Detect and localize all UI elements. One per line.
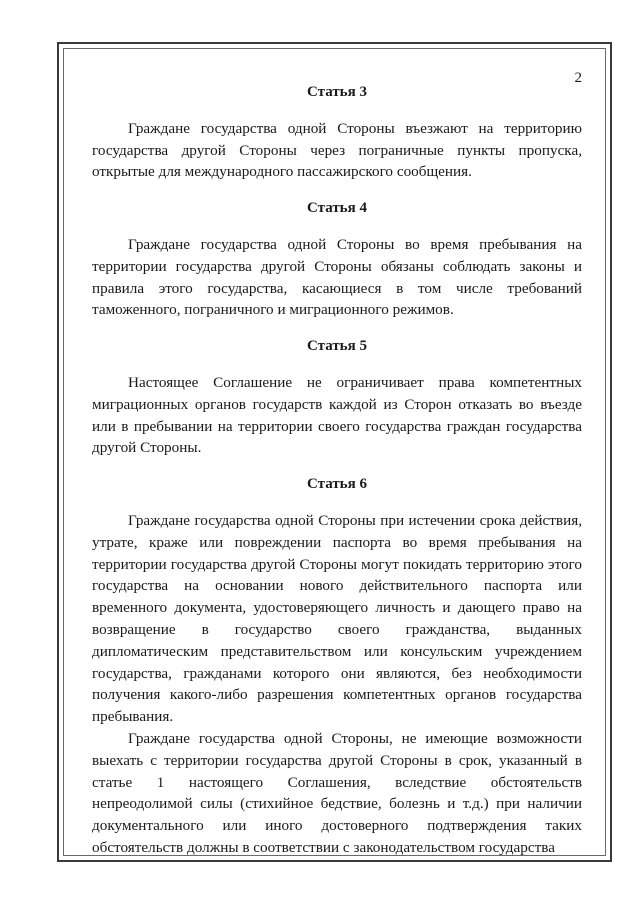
article-paragraph: Настоящее Соглашение не ограничивает права компетентных миграционных органов государств каждой из Сторон отказать во въезде или в пребывании на территории своего государства граждан государства другой Стороны.	[92, 373, 582, 457]
page-number: 2	[574, 70, 582, 86]
article-heading: Статья 4	[307, 200, 367, 217]
article-paragraph: Граждане государства одной Стороны во время пребывания на территории государства другой Стороны обязаны соблюдать законы и правила этого государства, касающиеся в том числе требований таможенного, пограничного и миграционного режимов.	[92, 235, 582, 319]
article-4	[92, 198, 582, 321]
article-paragraph: Граждане государства одной Стороны, не имеющие возможности выехать с территории государства другой Стороны в срок, указанный в статье 1 настоящего Соглашения, вследствие обстоятельств непреодолимой силы (стихийное бедствие, болезнь и т.д.) при наличии документального или иного достоверного подтверждения таких обстоятельств должны в соответствии с законодательством государства	[92, 729, 582, 856]
article-3	[92, 82, 582, 183]
article-heading: Статья 5	[307, 338, 367, 355]
document-body	[92, 82, 582, 859]
article-heading: Статья 3	[307, 84, 367, 100]
article-6	[92, 474, 582, 859]
article-5	[92, 336, 582, 459]
article-paragraph: Граждане государства одной Стороны при истечении срока действия, утрате, краже или повреждении паспорта во время пребывания на территории государства другой Стороны могут покидать территорию этого государства на основании нового действительного паспорта или временного документа, удостоверяющего личность и дающего право на возвращение в государство своего гражданства, выданных дипломатическим представительством или консульским учреждением государства, гражданами которого они являются, без необходимости получения какого-либо разрешения компетентных органов государства пребывания.	[92, 511, 582, 726]
article-heading: Статья 6	[307, 476, 367, 493]
article-paragraph: Граждане государства одной Стороны въезжают на территорию государства другой Стороны через пограничные пункты пропуска, открытые для международного пассажирского сообщения.	[92, 119, 582, 181]
